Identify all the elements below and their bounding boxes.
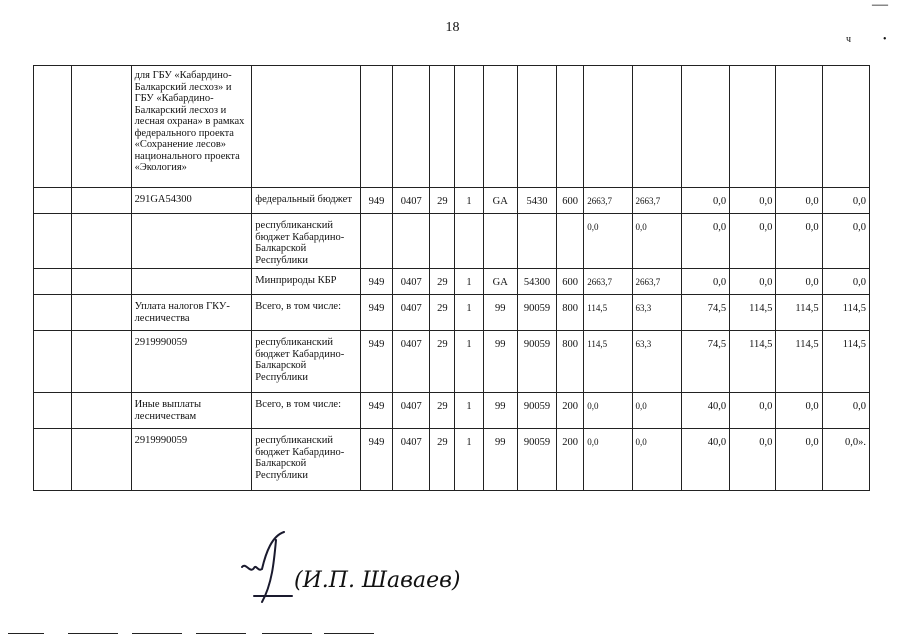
table-cell <box>557 66 584 188</box>
table-cell <box>517 214 556 269</box>
bottom-line <box>132 633 182 634</box>
signature-scribble-icon <box>232 522 302 612</box>
table-cell: Уплата налогов ГКУ-лесничества <box>131 295 252 331</box>
table-cell: 0,0 <box>632 393 681 429</box>
table-cell <box>72 295 131 331</box>
table-cell <box>455 214 483 269</box>
table-cell: 0,0 <box>776 429 822 491</box>
table-cell <box>34 188 72 214</box>
table-cell: 114,5 <box>730 295 776 331</box>
table-row <box>34 66 870 188</box>
table-cell <box>430 214 455 269</box>
table-cell <box>34 295 72 331</box>
table-cell <box>430 66 455 188</box>
table-cell: 0,0 <box>822 269 869 295</box>
table-cell <box>34 331 72 393</box>
table-cell <box>584 66 632 188</box>
table-cell: федеральный бюджет <box>252 188 361 214</box>
table-cell <box>517 66 556 188</box>
table-cell: 114,5 <box>776 295 822 331</box>
table-cell: 2663,7 <box>584 269 632 295</box>
bottom-line <box>324 633 374 634</box>
table-cell: республиканский бюджет Кабардино-Балкарской Республики <box>252 331 361 393</box>
budget-table <box>33 65 870 491</box>
table-cell: 0,0 <box>776 188 822 214</box>
table-cell: 114,5 <box>822 295 869 331</box>
table-cell: 0407 <box>393 429 430 491</box>
table-cell: 0407 <box>393 393 430 429</box>
table-cell: 114,5 <box>584 295 632 331</box>
corner-mark: ч <box>846 34 852 45</box>
table-cell: 0,0 <box>730 269 776 295</box>
signature <box>232 522 482 612</box>
table-cell: 114,5 <box>584 331 632 393</box>
table-cell: 600 <box>557 269 584 295</box>
table-cell: 0,0 <box>822 188 869 214</box>
table-cell: 800 <box>557 331 584 393</box>
table-cell: 29 <box>430 295 455 331</box>
table-cell <box>72 393 131 429</box>
table-cell: GA <box>483 188 517 214</box>
table-cell <box>34 429 72 491</box>
top-right-dash: — <box>872 0 888 13</box>
table-cell: 200 <box>557 393 584 429</box>
table-cell: 74,5 <box>681 295 729 331</box>
table-cell: 2663,7 <box>584 188 632 214</box>
signature-name: (И.П. Шаваев) <box>294 568 461 593</box>
table-cell: 0407 <box>393 269 430 295</box>
table-cell <box>483 214 517 269</box>
table-cell: 0,0 <box>822 214 869 269</box>
table-cell: 949 <box>360 393 392 429</box>
table-cell: 0,0 <box>584 214 632 269</box>
table-cell: 99 <box>483 331 517 393</box>
table-cell: 200 <box>557 429 584 491</box>
table-cell <box>72 214 131 269</box>
table-cell: 114,5 <box>776 331 822 393</box>
table-cell: Иные выплаты лесничествам <box>131 393 252 429</box>
table-cell: 99 <box>483 429 517 491</box>
table-cell: 54300 <box>517 269 556 295</box>
table-cell: 0,0 <box>584 429 632 491</box>
bottom-line <box>68 633 118 634</box>
table-cell: 0,0 <box>776 214 822 269</box>
table-cell: 29 <box>430 393 455 429</box>
table-cell: 0,0 <box>822 393 869 429</box>
table-cell: 90059 <box>517 331 556 393</box>
table-cell: 0407 <box>393 188 430 214</box>
table-cell: 0,0 <box>730 393 776 429</box>
table-cell: 0,0 <box>681 214 729 269</box>
table-cell: 29 <box>430 269 455 295</box>
bottom-line <box>262 633 312 634</box>
table-cell: 63,3 <box>632 331 681 393</box>
table-cell: 0,0 <box>632 214 681 269</box>
table-cell <box>72 331 131 393</box>
table-cell: 114,5 <box>822 331 869 393</box>
table-cell <box>252 66 361 188</box>
table-cell: 0,0 <box>730 188 776 214</box>
table-cell: 0,0 <box>730 429 776 491</box>
table-cell: Всего, в том числе: <box>252 295 361 331</box>
table-cell <box>483 66 517 188</box>
table-row <box>34 188 870 214</box>
table-cell: 0,0 <box>681 269 729 295</box>
table-cell <box>34 214 72 269</box>
table-cell <box>776 66 822 188</box>
table-cell <box>34 66 72 188</box>
table-cell: GA <box>483 269 517 295</box>
table-cell <box>34 269 72 295</box>
table-cell: 0,0 <box>730 214 776 269</box>
table-cell <box>360 214 392 269</box>
table-cell <box>72 66 131 188</box>
table-cell: 2919990059 <box>131 429 252 491</box>
table-cell: 29 <box>430 331 455 393</box>
table-cell: Всего, в том числе: <box>252 393 361 429</box>
table-cell: 5430 <box>517 188 556 214</box>
table-cell <box>730 66 776 188</box>
table-cell <box>632 66 681 188</box>
table-cell: республиканский бюджет Кабардино-Балкарской Республики <box>252 214 361 269</box>
table-cell: 114,5 <box>730 331 776 393</box>
table-cell: 949 <box>360 188 392 214</box>
table-cell: 0407 <box>393 331 430 393</box>
table-row <box>34 393 870 429</box>
table-cell: 90059 <box>517 295 556 331</box>
table-cell: 0,0». <box>822 429 869 491</box>
table-cell: 0,0 <box>776 393 822 429</box>
table-cell: 949 <box>360 331 392 393</box>
table-cell <box>72 429 131 491</box>
table-cell <box>72 188 131 214</box>
table-row <box>34 295 870 331</box>
table-cell <box>455 66 483 188</box>
table-cell: 1 <box>455 393 483 429</box>
table-cell: 800 <box>557 295 584 331</box>
table-cell: 600 <box>557 188 584 214</box>
table-cell: 0,0 <box>632 429 681 491</box>
table-cell: 1 <box>455 188 483 214</box>
table-row <box>34 269 870 295</box>
table-cell: 99 <box>483 295 517 331</box>
table-cell: 949 <box>360 295 392 331</box>
table-cell: 90059 <box>517 393 556 429</box>
table-cell: 0,0 <box>584 393 632 429</box>
table-cell: 949 <box>360 269 392 295</box>
table-cell <box>557 214 584 269</box>
table-cell: 2919990059 <box>131 331 252 393</box>
table-cell: Минприроды КБР <box>252 269 361 295</box>
table-cell: для ГБУ «Кабардино-Балкарский лесхоз» и ГБУ «Кабардино-Балкарский лесхоз и лесная охрана» в рамках федерального проекта «Сохранение лесов» национального проекта «Экология» <box>131 66 252 188</box>
table-cell: 291GA54300 <box>131 188 252 214</box>
table-cell: 0,0 <box>776 269 822 295</box>
table-cell: 40,0 <box>681 393 729 429</box>
table-cell: 29 <box>430 429 455 491</box>
table-cell: 949 <box>360 429 392 491</box>
table-cell: 29 <box>430 188 455 214</box>
table-cell <box>822 66 869 188</box>
table-cell: 0,0 <box>681 188 729 214</box>
top-right-dot: • <box>883 34 887 45</box>
table-cell <box>131 214 252 269</box>
table-cell: 74,5 <box>681 331 729 393</box>
table-cell: 1 <box>455 295 483 331</box>
table-row <box>34 429 870 491</box>
table-cell: 63,3 <box>632 295 681 331</box>
table-cell: 2663,7 <box>632 188 681 214</box>
table-cell <box>131 269 252 295</box>
table-cell: 90059 <box>517 429 556 491</box>
page-number: 18 <box>445 20 460 35</box>
table-cell: 40,0 <box>681 429 729 491</box>
table-cell <box>34 393 72 429</box>
table-cell: 1 <box>455 269 483 295</box>
table-cell: 0407 <box>393 295 430 331</box>
table-cell <box>681 66 729 188</box>
table-cell: 1 <box>455 331 483 393</box>
table-cell: 99 <box>483 393 517 429</box>
table-cell: 1 <box>455 429 483 491</box>
table-row <box>34 214 870 269</box>
table-cell <box>72 269 131 295</box>
table-row <box>34 331 870 393</box>
table-cell <box>393 66 430 188</box>
bottom-line <box>196 633 246 634</box>
table-cell <box>393 214 430 269</box>
table-cell <box>360 66 392 188</box>
table-cell: республиканский бюджет Кабардино-Балкарской Республики <box>252 429 361 491</box>
bottom-line <box>8 633 44 634</box>
table-cell: 2663,7 <box>632 269 681 295</box>
